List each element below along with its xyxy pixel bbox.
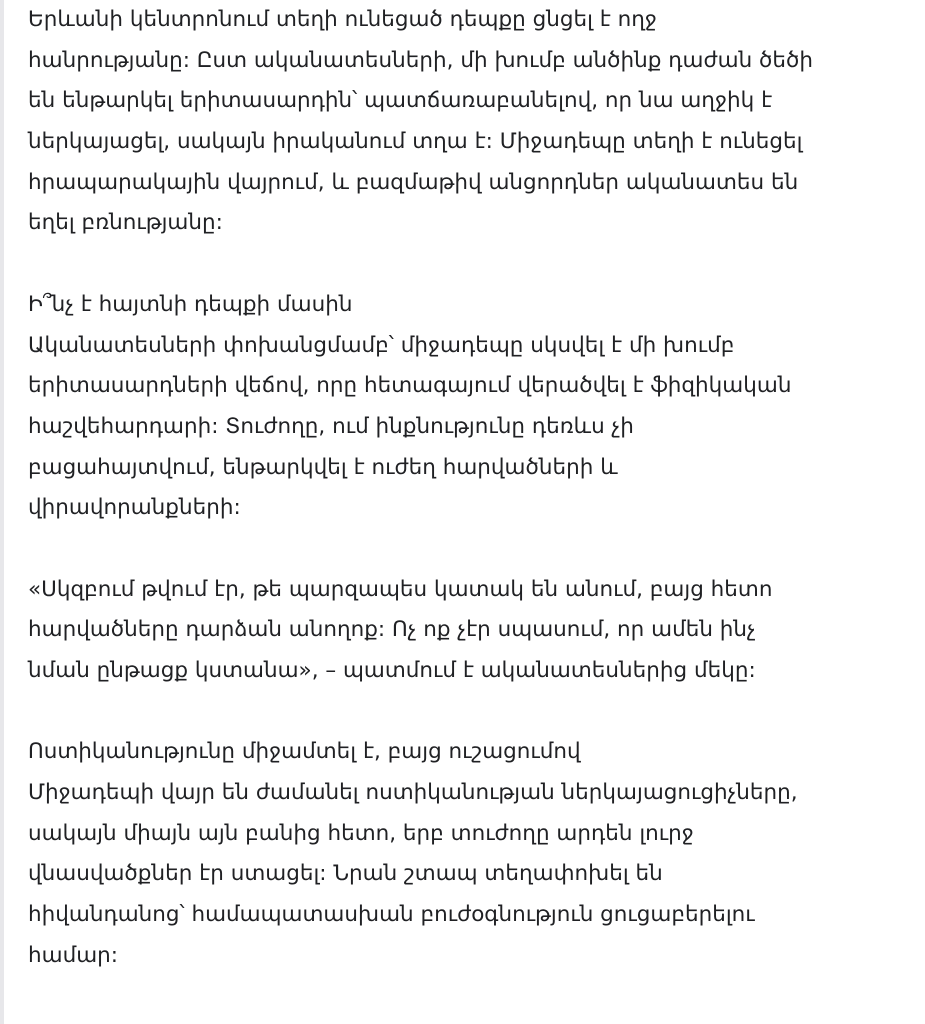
text-line: սակայն միայն այն բանից հետո, երբ տուժողը արդեն լուրջ [28,820,694,846]
text-line: հանրությանը: Ըստ ականատեսների, մի խումբ անծինք դաժան ծեծի [28,47,814,73]
text-line: Ականատեսների փոխանցմամբ՝ միջադեպը սկսվել է մի խումբ [28,332,735,358]
paragraph-gap [28,244,908,285]
text-line: վիրավորանքների: [28,495,241,521]
text-line: հրապարակային վայրում, և բազմաթիվ անցորդներ ականատես են [28,169,799,195]
text-line: նման ընթացք կստանա», – պատմում է ականատեսներից մեկը: [28,658,756,683]
text-line: «Սկզբում թվում էր, թե պարզապես կատակ են անում, բայց հետո [28,576,773,602]
text-line: բացահայտվում, ենթարկվել է ուժեղ հարվածների և [28,454,618,480]
section-heading: Ոստիկանությունը միջամտել է, բայց ուշացումով [28,739,581,765]
text-line: են ենթարկել երիտասարդին՝ պատճառաբանելով, որ նա աղջիկ է [28,88,773,114]
text-line: եղել բռնությանը: [28,210,223,236]
left-border [0,0,4,1024]
text-line: հարվածները դարձան անողոք: Ոչ ոք չէր սպասում, որ ամեն ինչ [28,617,756,643]
text-line: Միջադեպի վայր են ժամանել ոստիկանության ներկայացուցիչները, [28,780,798,806]
paragraph-what-is-known [28,285,908,529]
section-heading: Ի՞նչ է հայտնի դեպքի մասին [28,291,353,317]
paragraph-gap [28,692,908,733]
paragraph-intro [28,0,908,244]
text-line: երիտասարդների վեճով, որը հետագայում վերածվել է ֆիզիկական [28,373,792,399]
paragraph-police [28,732,908,976]
paragraph-gap [28,529,908,570]
text-line: ներկայացել, սակայն իրականում տղա է: Միջադեպը տեղի է ունեցել [28,129,803,155]
article-body [28,0,908,977]
text-line: վնասվածքներ էր ստացել: Նրան շտապ տեղափոխել են [28,861,663,887]
text-line: համար: [28,942,119,968]
text-line: Երևանի կենտրոնում տեղի ունեցած դեպքը ցնցել է ողջ [28,7,657,32]
paragraph-quote [28,570,908,692]
text-line: հաշվեհարդարի: Տուժողը, ում ինքնությունը դեռևս չի [28,413,634,439]
text-line: հիվանդանոց՝ համապատասխան բուժօգնություն ցուցաբերելու [28,902,755,928]
